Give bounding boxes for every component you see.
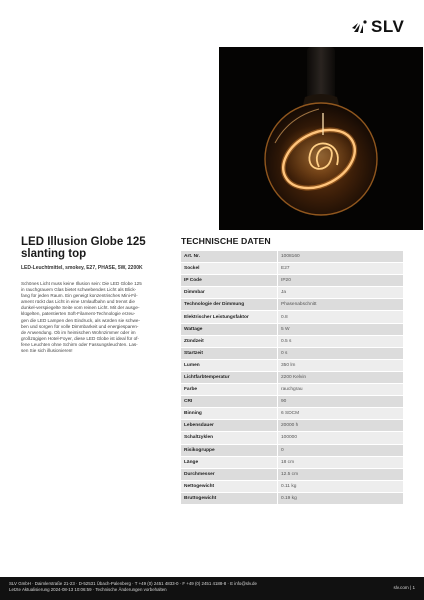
spec-value: 0.8 (278, 311, 404, 323)
spec-value: E27 (278, 263, 404, 275)
spec-label: Nettogewicht (181, 480, 278, 492)
description-line: fang für jeden Raum. Ein geneigt konzentrisches Mini-Fil- (21, 293, 138, 299)
product-photo (219, 47, 423, 230)
table-row (181, 287, 403, 299)
product-subtitle: LED-Leuchtmittel, smokey, E27, PHASE, 5W, 2200K (21, 265, 143, 271)
spec-value: 90 (278, 396, 404, 408)
spec-value: 350 lm (278, 359, 404, 371)
spec-label: Elektrischer Leistungsfaktor (181, 311, 278, 323)
logo-text: SLV (371, 17, 405, 36)
spec-label: Lumen (181, 359, 278, 371)
spec-value: IP20 (278, 275, 404, 287)
description-line: ament rückt das Licht in eine Umlaufbahn und trennt die (21, 299, 135, 305)
spec-label: IP Code (181, 275, 278, 287)
description-line: gen die LED Lampen den Eindruck, als würden sie schwe- (21, 317, 140, 323)
description-line: klügelten, patentierten Soft-Filament-Technologie erzeu- (21, 311, 136, 317)
table-row (181, 396, 403, 408)
spec-value: Ja (278, 287, 404, 299)
spec-value: 100000 (278, 432, 404, 444)
table-row (181, 275, 403, 287)
table-row (181, 444, 403, 456)
spec-value: 0 (278, 444, 404, 456)
description-line: dunkel-verspiegelte Seite vom reinen Licht. Mit der ausge- (21, 305, 140, 311)
spec-label: Lichtfarbtemperatur (181, 371, 278, 383)
table-row (181, 432, 403, 444)
spec-label: Zündzeit (181, 335, 278, 347)
product-title-line2: slanting top (21, 248, 87, 260)
spec-label: Startzeit (181, 347, 278, 359)
table-row (181, 311, 403, 323)
spec-label: Technologie der Dimmung (181, 299, 278, 311)
bulb-image (219, 47, 423, 230)
spec-value: 12.5 cm (278, 468, 404, 480)
spec-label: Art. Nr. (181, 251, 278, 263)
table-row (181, 384, 403, 396)
tech-table (181, 251, 403, 505)
table-row (181, 468, 403, 480)
table-row (181, 492, 403, 504)
description-line: in rauchgrauem Glas bietet schwebendes Licht als Blick- (21, 287, 137, 293)
product-title (21, 236, 166, 260)
spec-label: Durchmesser (181, 468, 278, 480)
slv-logo (351, 17, 404, 37)
spec-value: 5 W (278, 323, 404, 335)
spec-value: 0.11 kg (278, 480, 404, 492)
tech-section (181, 236, 403, 501)
table-row (181, 323, 403, 335)
description-line: sen Sie sich illusionieren! (21, 348, 73, 354)
spec-label: Lebensdauer (181, 420, 278, 432)
spec-label: Dimmbar (181, 287, 278, 299)
footer (0, 577, 424, 600)
product-info (21, 236, 166, 354)
spec-value: 0.19 kg (278, 492, 404, 504)
spec-value: 0.5 s (278, 335, 404, 347)
product-title-line1: LED Illusion Globe 125 (21, 236, 146, 248)
table-row (181, 335, 403, 347)
description-line: fene Leuchten ohne Schirm oder Fassungsleuchten. Las- (21, 341, 138, 347)
description-line: ben und sorgen für volle Dimmbarkeit und energiesparen- (21, 323, 139, 329)
table-row (181, 420, 403, 432)
description-line: Schönes Licht muss keine Illusion sein: Die LED Globe 125 (21, 281, 142, 286)
spec-label: Sockel (181, 263, 278, 275)
spec-value: 20000 h (278, 420, 404, 432)
table-row (181, 299, 403, 311)
table-row (181, 456, 403, 468)
spec-label: Länge (181, 456, 278, 468)
page-number: slv.com | 1 (393, 585, 415, 590)
table-row (181, 408, 403, 420)
spec-value: Phasenabschnitt (278, 299, 404, 311)
spec-label: CRI (181, 396, 278, 408)
table-row (181, 371, 403, 383)
table-row (181, 359, 403, 371)
spec-value: 18 cm (278, 456, 404, 468)
footer-updated: Letzte Aktualisierung 2024-08-13 10:06:59 · Technische Änderungen vorbehalten (9, 587, 167, 592)
spec-value: 0 s (278, 347, 404, 359)
spec-value: rauchgrau (278, 384, 404, 396)
table-row (181, 480, 403, 492)
spec-value: 1008160 (278, 251, 404, 263)
spec-label: Bruttogewicht (181, 492, 278, 504)
description-line: großzügigen Hotel-Foyer, diese LED Globe ist ideal für of- (21, 335, 139, 341)
tech-title: TECHNISCHE DATEN (181, 236, 271, 246)
description-line: de Anwendung. Ob im heimischen Wohnzimmer oder im (21, 329, 136, 335)
table-row (181, 251, 403, 263)
spec-label: Farbe (181, 384, 278, 396)
spec-label: Wattage (181, 323, 278, 335)
spec-label: Binning (181, 408, 278, 420)
spec-value: 6 SDCM (278, 408, 404, 420)
table-row (181, 347, 403, 359)
spec-value: 2200 Kelvin (278, 371, 404, 383)
table-row (181, 263, 403, 275)
product-description (21, 281, 166, 354)
spec-label: Schaltzyklen (181, 432, 278, 444)
light-rays-icon (351, 19, 369, 35)
footer-contact: SLV GmbH · Daimlerstraße 21-23 · D-52531 Übach-Palenberg · T +49 (0) 2451 4833-0 · F +49 (0) 2451 4188-8 · E info@slv.de (9, 581, 257, 586)
spec-label: Risikogruppe (181, 444, 278, 456)
